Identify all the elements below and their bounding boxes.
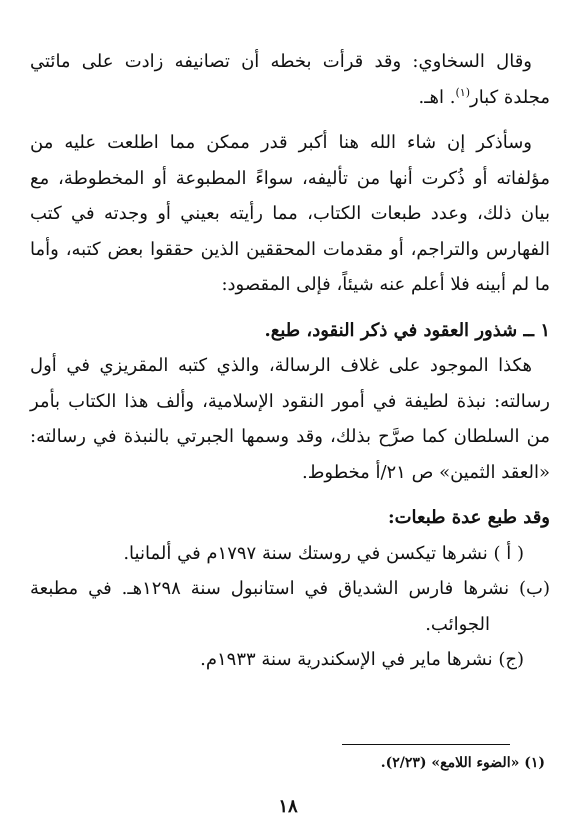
paragraph-sakhawi-text: وقال السخاوي: وقد قرأت بخطه أن تصانيفه زادت على مائتي مجلدة كبار xyxy=(30,51,550,108)
page-number: ١٨ xyxy=(278,796,298,817)
paragraph-description: هكذا الموجود على غلاف الرسالة، والذي كتبه المقريزي في أول رسالته: نبذة لطيفة في أمور النقود الإسلامية، وألف هذا الكتاب بأمر من السلطان كما صرَّح بذلك، وقد وسمها الجبرتي بالنبذة في رسالته: «العقد الثمين» ص ٢١/أ مخطوط. xyxy=(30,355,550,483)
editions-heading: وقد طبع عدة طبعات: xyxy=(387,507,550,528)
edition-item: (ج) نشرها ماير في الإسكندرية سنة ١٩٣٣م. xyxy=(200,649,524,670)
paragraph-sakhawi-end: . اهـ. xyxy=(418,86,456,108)
footnote-reference: (١) xyxy=(455,85,470,99)
paragraph-sakhawi-quote xyxy=(30,44,550,115)
footnote: (١) «الضوء اللامع» (٢/٢٣). xyxy=(380,755,545,771)
entry-heading: ١ ــ شذور العقود في ذكر النقود، طبع. xyxy=(264,319,550,341)
edition-item: ( أ ) نشرها تيكسن في روستك سنة ١٧٩٧م في ألمانيا. xyxy=(123,542,524,564)
footnote-divider xyxy=(342,744,510,745)
paragraph-introduction: وسأذكر إن شاء الله هنا أكبر قدر ممكن مما اطلعت عليه من مؤلفاته أو ذُكرت أنها من تأليفه، سواءً المطبوعة أو المخطوطة، مع بيان ذلك، وعدد طبعات الكتاب، مما رأيته بعيني أو وجدته في كتب الفهارس والتراجم، أو مقدمات المحققين الذين حققوا بعض كتبه، وأما ما لم أبينه فلا أعلم عنه شيئاً، فإلى المقصود: xyxy=(30,132,550,295)
page-body xyxy=(30,44,550,678)
edition-item: (ب) نشرها فارس الشدياق في استانبول سنة ١٢٩٨هـ. في مطبعة الجوائب. xyxy=(30,578,551,635)
